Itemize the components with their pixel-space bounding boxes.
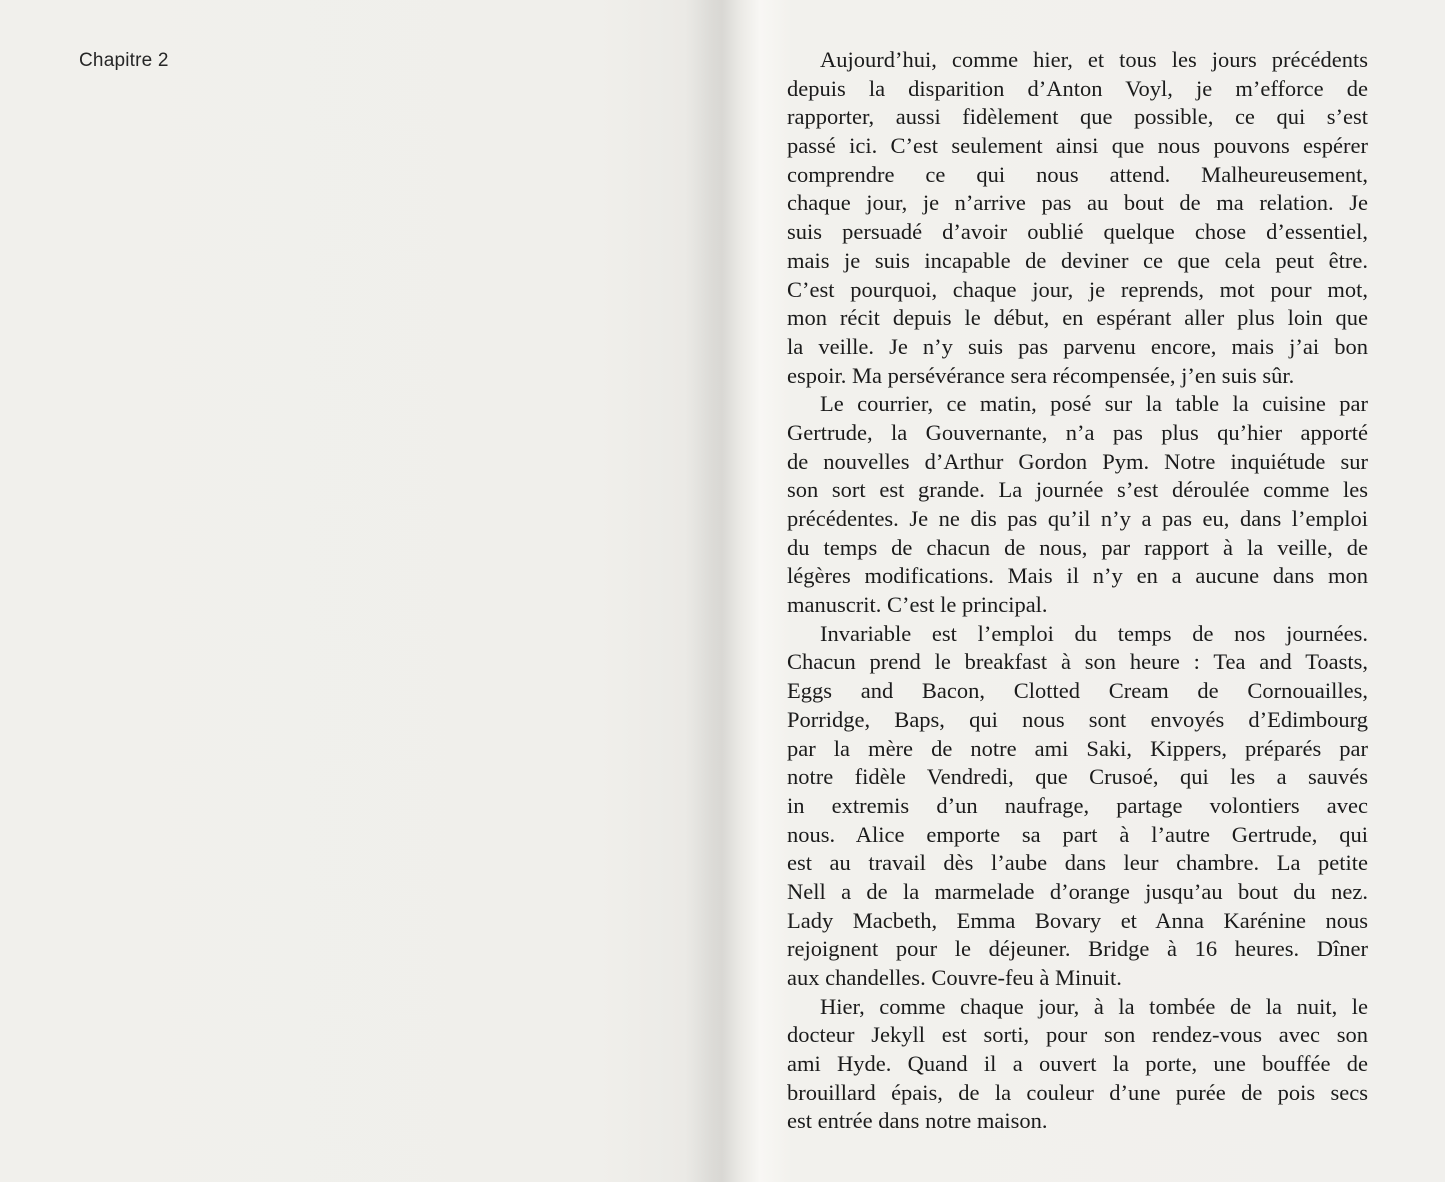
text-line: ami Hyde. Quand il a ouvert la porte, une bouffée de (787, 1051, 1368, 1077)
text-line: Lady Macbeth, Emma Bovary et Anna Karénine nous (787, 907, 1368, 933)
text-line: espoir. Ma persévérance sera récompensée, j’en suis sûr. (787, 362, 1295, 388)
text-line: de nouvelles d’Arthur Gordon Pym. Notre inquiétude sur (787, 448, 1368, 474)
text-line: est au travail dès l’aube dans leur chambre. La petite (787, 850, 1368, 876)
text-line: Eggs and Bacon, Clotted Cream de Cornouailles, (787, 678, 1368, 704)
text-line: suis persuadé d’avoir oublié quelque chose d’essentiel, (787, 219, 1368, 245)
text-line: Chacun prend le breakfast à son heure : Tea and Toasts, (787, 649, 1368, 675)
text-line: comprendre ce qui nous attend. Malheureusement, (787, 161, 1368, 187)
chapter-heading: Chapitre 2 (79, 50, 169, 71)
text-line: Invariable est l’emploi du temps de nos journées. (820, 620, 1368, 646)
text-line: du temps de chacun de nous, par rapport à la veille, de (787, 534, 1368, 560)
text-line: aux chandelles. Couvre-feu à Minuit. (787, 965, 1122, 990)
text-line: in extremis d’un naufrage, partage volontiers avec (787, 792, 1368, 818)
text-line: est entrée dans notre maison. (787, 1108, 1048, 1134)
paragraph (787, 620, 1368, 993)
body-text (787, 46, 1368, 1136)
paragraph (787, 993, 1368, 1136)
text-line: depuis la disparition d’Anton Voyl, je m’efforce de (787, 75, 1368, 101)
text-line: docteur Jekyll est sorti, pour son rendez-vous avec son (787, 1022, 1368, 1048)
text-line: mon récit depuis le début, en espérant aller plus loin que (787, 305, 1368, 331)
text-line: Gertrude, la Gouvernante, n’a pas plus qu’hier apporté (787, 419, 1368, 445)
text-line: rejoignent pour le déjeuner. Bridge à 16 heures. Dîner (787, 936, 1368, 962)
text-line: son sort est grande. La journée s’est déroulée comme les (787, 477, 1368, 503)
text-line: mais je suis incapable de deviner ce que cela peut être. (787, 247, 1368, 273)
paragraph (787, 46, 1368, 390)
text-line: Nell a de la marmelade d’orange jusqu’au bout du nez. (787, 878, 1368, 904)
text-line: Le courrier, ce matin, posé sur la table la cuisine par (820, 391, 1368, 417)
text-line: chaque jour, je n’arrive pas au bout de ma relation. Je (787, 190, 1368, 216)
right-page (760, 0, 1445, 1182)
text-line: Aujourd’hui, comme hier, et tous les jours précédents (820, 47, 1368, 72)
text-line: brouillard épais, de la couleur d’une purée de pois secs (787, 1079, 1368, 1105)
text-line: Hier, comme chaque jour, à la tombée de la nuit, le (820, 993, 1368, 1019)
text-line: notre fidèle Vendredi, que Crusoé, qui les a sauvés (787, 764, 1368, 790)
text-line: par la mère de notre ami Saki, Kippers, préparés par (787, 735, 1368, 761)
paragraph (787, 390, 1368, 620)
text-line: rapporter, aussi fidèlement que possible, ce qui s’est (787, 104, 1368, 130)
text-line: précédentes. Je ne dis pas qu’il n’y a pas eu, dans l’emploi (787, 506, 1368, 531)
text-line: nous. Alice emporte sa part à l’autre Gertrude, qui (787, 821, 1368, 847)
text-line: la veille. Je n’y suis pas parvenu encore, mais j’ai bon (787, 333, 1368, 359)
text-line: passé ici. C’est seulement ainsi que nous pouvons espérer (787, 133, 1368, 159)
left-page (0, 0, 700, 1182)
text-line: C’est pourquoi, chaque jour, je reprends, mot pour mot, (787, 276, 1368, 302)
text-line: manuscrit. C’est le principal. (787, 592, 1048, 618)
text-line: Porridge, Baps, qui nous sont envoyés d’Edimbourg (787, 706, 1368, 732)
text-line: légères modifications. Mais il n’y en a aucune dans mon (787, 563, 1368, 589)
